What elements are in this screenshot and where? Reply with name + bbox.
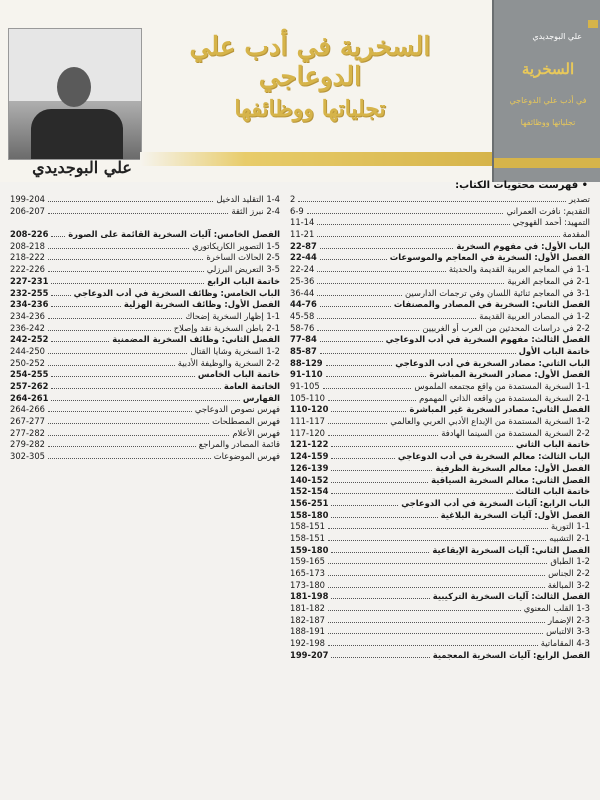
toc-leader-dots xyxy=(48,248,189,249)
toc-leader-dots xyxy=(331,552,429,553)
toc-entry-page: 222-226 xyxy=(10,264,45,275)
toc-entry xyxy=(290,288,590,300)
toc-leader-dots xyxy=(51,400,239,401)
toc-leader-dots xyxy=(331,482,428,483)
toc-entry-title: 1-2 السخرية وشايا القتال xyxy=(190,345,280,356)
toc-entry xyxy=(10,252,280,264)
toc-leader-dots xyxy=(307,213,504,214)
toc-entry-title: 2-1 التشبيه xyxy=(549,532,590,543)
toc-leader-dots xyxy=(48,201,213,202)
toc-entry-page: 165-173 xyxy=(290,568,325,578)
toc-entry xyxy=(10,428,280,440)
toc-entry xyxy=(290,334,590,346)
toc-entry-page: 181-198 xyxy=(290,591,329,602)
toc-entry-title: 2-1 في المعاجم الغربية xyxy=(507,275,590,286)
toc-entry xyxy=(290,568,590,580)
toc-entry xyxy=(290,393,590,405)
toc-entry-title: خاتمة الباب الأول xyxy=(518,345,590,356)
toc-entry xyxy=(290,369,590,381)
toc-entry-page: 85-87 xyxy=(290,345,317,356)
toc-entry-title: فهرس نصوص الدوعاجي xyxy=(194,404,280,415)
toc-entry-page: 124-159 xyxy=(290,451,329,462)
toc-leader-dots xyxy=(51,341,109,342)
toc-entry xyxy=(10,381,280,393)
toc-entry-page: 159-165 xyxy=(290,556,325,567)
toc-entry-page: 158-151 xyxy=(290,521,325,532)
photo-author-body xyxy=(31,109,123,159)
toc-leader-dots xyxy=(48,365,175,366)
toc-entry xyxy=(290,556,590,568)
toc-entry-title: الفهارس xyxy=(242,392,280,403)
cover-author: علي البوجديدي xyxy=(532,32,582,41)
toc-entry-title: فهرس الموضوعات xyxy=(213,451,280,462)
toc-entry xyxy=(10,276,280,288)
toc-leader-dots xyxy=(51,306,120,307)
toc-entry-page: 105-110 xyxy=(290,392,325,403)
toc-entry-page: 244-250 xyxy=(10,345,45,356)
toc-entry xyxy=(10,334,280,346)
cover-publisher-band xyxy=(494,158,600,168)
toc-heading: • فهرست محتويات الكتاب: xyxy=(455,180,588,191)
toc-entry-title: 1-1 التورية xyxy=(551,521,590,532)
toc-entry xyxy=(290,580,590,592)
toc-leader-dots xyxy=(48,259,203,260)
toc-entry-page: 11-14 xyxy=(290,217,315,228)
toc-leader-dots xyxy=(328,423,387,424)
toc-leader-dots xyxy=(298,201,566,202)
toc-entry-page: 111-117 xyxy=(290,416,325,427)
toc-leader-dots xyxy=(51,283,204,284)
toc-leader-dots xyxy=(328,540,546,541)
toc-entry-title: الفصل الأول: وظائف السخرية الهزلية xyxy=(123,299,280,310)
toc-entry xyxy=(290,194,590,206)
toc-entry-page: 126-139 xyxy=(290,462,329,473)
toc-entry xyxy=(290,626,590,638)
toc-entry-page: 45-58 xyxy=(290,310,315,321)
toc-leader-dots xyxy=(48,446,196,447)
cover-subtitle-1: في أدب علي الدوعاجي xyxy=(509,96,587,105)
decorative-strip xyxy=(140,152,492,166)
toc-entry-page: 121-122 xyxy=(290,439,329,450)
cover-title: السخرية xyxy=(521,60,575,78)
toc-entry-title: 1-2 السخرية المستمدة من الإبداع الأدبي العربي والعالمي xyxy=(390,416,590,427)
toc-entry-title: 2-5 الحالات الساخرة xyxy=(206,252,280,263)
toc-entry-page: 206-207 xyxy=(10,205,45,216)
toc-entry xyxy=(290,638,590,650)
toc-entry-page: 156-251 xyxy=(290,497,329,508)
toc-entry-title: الفصل الخامس: آليات السخرية القائمة على الصورة xyxy=(68,229,280,240)
toc-entry xyxy=(290,252,590,264)
toc-leader-dots xyxy=(48,458,211,459)
toc-leader-dots xyxy=(48,213,228,214)
toc-leader-dots xyxy=(51,376,194,377)
toc-entry-page: 11-21 xyxy=(290,229,315,240)
toc-entry-page: 2 xyxy=(290,194,296,204)
toc-entry-page: 257-262 xyxy=(10,381,49,391)
toc-leader-dots xyxy=(317,330,419,331)
toc-entry-page: 182-187 xyxy=(290,614,325,625)
toc-entry-page: 250-252 xyxy=(10,357,45,368)
toc-entry-title: قائمة المصادر والمراجع xyxy=(198,439,280,450)
toc-leader-dots xyxy=(326,376,427,377)
toc-leader-dots xyxy=(48,435,229,436)
toc-entry xyxy=(290,311,590,323)
toc-entry-title: 1-1 في المعاجم العربية القديمة والحديثة xyxy=(448,264,590,275)
toc-entry-title: الفصل الثاني: وظائف السخرية المضمنية xyxy=(112,334,280,345)
toc-entry xyxy=(10,439,280,451)
toc-entry-page: 44-76 xyxy=(290,299,317,310)
toc-leader-dots xyxy=(331,458,394,459)
toc-entry xyxy=(290,521,590,533)
toc-leader-dots xyxy=(331,598,429,599)
toc-entry-page: 277-282 xyxy=(10,427,45,438)
toc-entry xyxy=(10,311,280,323)
toc-entry-title: الباب الخامس: وظائف السخرية في أدب الدوعاجي xyxy=(73,287,280,298)
toc-entry-title: 1-2 في المصادر العربية القديمة xyxy=(479,310,590,321)
toc-entry-title: الخاتمة العامة xyxy=(223,381,280,391)
toc-entry-page: 117-120 xyxy=(290,427,325,438)
toc-entry-title: 3-2 المبالغة xyxy=(547,579,590,590)
toc-leader-dots xyxy=(48,271,204,272)
toc-entry xyxy=(290,428,590,440)
toc-leader-dots xyxy=(48,353,187,354)
toc-entry xyxy=(10,264,280,276)
toc-leader-dots xyxy=(317,271,445,272)
toc-entry-title: التقديم: نافرت العمراني xyxy=(506,205,590,216)
toc-entry-title: 2-2 في دراسات المحدثين من العرب أو الغربيين xyxy=(422,322,590,333)
toc-entry xyxy=(290,381,590,393)
toc-entry-title: 2-2 السخرية والوظيفة الأدبية xyxy=(177,357,280,368)
toc-spacer xyxy=(10,217,280,229)
toc-entry-title: خاتمة الباب الثاني xyxy=(515,439,590,450)
toc-leader-dots xyxy=(331,446,513,447)
toc-leader-dots xyxy=(320,341,383,342)
toc-leader-dots xyxy=(320,259,387,260)
book-subtitle: تجلياتها ووظائفها xyxy=(234,96,386,122)
toc-entry xyxy=(290,323,590,335)
toc-entry-title: 4-3 المقاماتية xyxy=(540,638,590,649)
toc-entry-title: فهرس المصطلحات xyxy=(212,416,280,427)
toc-leader-dots xyxy=(48,411,192,412)
toc-entry xyxy=(10,206,280,218)
toc-leader-dots xyxy=(328,633,543,634)
toc-entry xyxy=(290,591,590,603)
cover-logo xyxy=(588,20,598,28)
toc-entry-title: الفصل الثاني: آليات السخرية الإيقاعية xyxy=(432,544,590,555)
toc-entry-title: 3-5 التعريض البرزلي xyxy=(206,264,280,275)
toc-entry-page: 159-180 xyxy=(290,544,329,555)
toc-entry-title: الباب الأول: في مفهوم السخرية xyxy=(456,240,590,251)
toc-entry-title: 2-3 الإضمار xyxy=(547,614,590,625)
toc-entry-page: 236-242 xyxy=(10,322,45,333)
photo-author-head xyxy=(57,67,91,107)
toc-entry-page: 22-24 xyxy=(290,264,315,275)
toc-entry-title: الفصل الثاني: معالم السخرية السياقية xyxy=(431,474,590,485)
toc-entry-title: 2-4 نبرز الثقة xyxy=(231,205,280,216)
toc-leader-dots xyxy=(328,575,545,576)
toc-left-column xyxy=(10,194,280,463)
toc-entry-title: الفصل الأول: معالم السخرية الظرفية xyxy=(435,462,590,473)
toc-entry-page: 254-255 xyxy=(10,369,49,380)
toc-entry xyxy=(290,650,590,662)
toc-leader-dots xyxy=(328,587,545,588)
toc-entry-page: 140-152 xyxy=(290,474,329,485)
toc-entry xyxy=(290,451,590,463)
toc-leader-dots xyxy=(331,470,432,471)
toc-leader-dots xyxy=(317,236,559,237)
toc-leader-dots xyxy=(331,505,398,506)
toc-entry xyxy=(10,393,280,405)
toc-entry xyxy=(10,416,280,428)
toc-entry-title: الفصل الرابع: آليات السخرية المعجمية xyxy=(432,649,590,660)
toc-entry-page: 58-76 xyxy=(290,322,315,333)
toc-leader-dots xyxy=(48,318,182,319)
toc-entry-title: 1-2 الطباق xyxy=(550,556,590,567)
toc-entry-page: 88-129 xyxy=(290,357,323,368)
toc-entry-page: 199-204 xyxy=(10,194,45,204)
toc-entry xyxy=(290,533,590,545)
toc-entry-page: 181-182 xyxy=(290,603,325,614)
toc-entry-title: 1-4 التقليد الدخيل xyxy=(216,194,280,204)
toc-entry-page: 264-261 xyxy=(10,392,49,403)
toc-entry-page: 234-236 xyxy=(10,310,45,321)
cover-subtitle-2: تجلياتها ووظائفها xyxy=(520,118,576,127)
toc-entry-title: المقدمة xyxy=(562,229,590,240)
toc-entry xyxy=(10,451,280,463)
toc-entry xyxy=(10,323,280,335)
toc-entry-title: 1-3 القلب المعنوي xyxy=(523,603,590,614)
toc-leader-dots xyxy=(320,248,454,249)
toc-entry-page: 152-154 xyxy=(290,486,329,497)
toc-entry-page: 208-226 xyxy=(10,229,49,240)
toc-entry-page: 158-180 xyxy=(290,509,329,520)
toc-leader-dots xyxy=(328,528,548,529)
toc-entry xyxy=(10,299,280,311)
toc-entry-title: خاتمة الباب الرابع xyxy=(207,275,280,286)
toc-entry-title: الفصل الثاني: مصادر السخرية غير المباشرة xyxy=(409,404,590,415)
toc-leader-dots xyxy=(48,330,171,331)
toc-entry-page: 192-198 xyxy=(290,638,325,649)
toc-entry xyxy=(10,404,280,416)
toc-entry-page: 91-105 xyxy=(290,381,320,391)
toc-entry xyxy=(10,194,280,206)
toc-entry-title: الباب الثالث: معالم السخرية في أدب الدوعاجي xyxy=(397,451,590,462)
toc-leader-dots xyxy=(320,306,391,307)
toc-entry xyxy=(290,217,590,229)
toc-entry xyxy=(10,241,280,253)
toc-entry-page: 6-9 xyxy=(290,205,304,216)
toc-entry-page: 242-252 xyxy=(10,334,49,345)
toc-entry xyxy=(290,510,590,522)
toc-entry-page: 264-266 xyxy=(10,404,45,415)
toc-entry xyxy=(10,369,280,381)
page-header xyxy=(0,0,600,182)
toc-entry-page: 25-36 xyxy=(290,275,315,286)
toc-leader-dots xyxy=(51,295,70,296)
toc-entry xyxy=(290,358,590,370)
toc-entry-title: 3-3 الالتباس xyxy=(546,626,590,637)
toc-entry xyxy=(290,498,590,510)
toc-leader-dots xyxy=(328,400,416,401)
toc-entry-page: 22-44 xyxy=(290,252,317,263)
toc-leader-dots xyxy=(328,622,545,623)
toc-entry-page: 36-44 xyxy=(290,287,315,298)
toc-entry-page: 279-282 xyxy=(10,439,45,450)
toc-entry-title: 2-2 السخرية المستمدة من السينما الهادفة xyxy=(441,427,590,438)
toc-entry-title: فهرس الأعلام xyxy=(232,427,280,438)
toc-entry-page: 232-255 xyxy=(10,287,49,298)
author-name: علي البوجديدي xyxy=(32,158,132,177)
toc-entry xyxy=(290,486,590,498)
toc-leader-dots xyxy=(317,224,509,225)
toc-leader-dots xyxy=(51,236,65,237)
toc-entry-page: 173-180 xyxy=(290,579,325,590)
toc-entry xyxy=(290,404,590,416)
toc-entry-title: 3-1 في المعاجم ثنائية اللسان وفي ترجمات الدارسين xyxy=(405,287,590,298)
toc-entry-page: 158-151 xyxy=(290,532,325,543)
toc-entry-page: 199-207 xyxy=(290,649,329,660)
toc-entry-title: تصدير xyxy=(569,194,590,204)
toc-entry-page: 22-87 xyxy=(290,240,317,251)
toc-entry xyxy=(290,299,590,311)
toc-entry-title: 1-1 السخرية المستمدة من واقع مجتمعه الملموس xyxy=(414,381,590,391)
toc-leader-dots xyxy=(317,318,476,319)
toc-entry-page: 234-236 xyxy=(10,299,49,310)
toc-entry-page: 110-120 xyxy=(290,404,329,415)
toc-entry-title: الفصل الأول: السخرية في المعاجم والموسوعات xyxy=(389,252,590,263)
toc-entry xyxy=(290,475,590,487)
toc-entry-title: 2-2 الجناس xyxy=(548,568,590,578)
toc-entry-title: 1-1 إظهار السخرية إضحاك xyxy=(185,310,280,321)
toc-entry-page: 218-222 xyxy=(10,252,45,263)
toc-entry xyxy=(290,241,590,253)
toc-entry-page: 77-84 xyxy=(290,334,317,345)
toc-leader-dots xyxy=(331,411,406,412)
toc-entry xyxy=(290,439,590,451)
toc-leader-dots xyxy=(331,493,512,494)
toc-entry-title: الباب الرابع: آليات السخرية في أدب الدوعاجي xyxy=(401,497,590,508)
toc-entry-title: الفصل الثالث: آليات السخرية التركيبية xyxy=(432,591,590,602)
toc-leader-dots xyxy=(328,645,538,646)
toc-leader-dots xyxy=(48,423,209,424)
toc-entry-title: الباب الثاني: مصادر السخرية في أدب الدوعاجي xyxy=(395,357,590,368)
toc-entry xyxy=(10,229,280,241)
toc-entry xyxy=(290,545,590,557)
toc-entry-page: 267-277 xyxy=(10,416,45,427)
toc-entry-page: 188-191 xyxy=(290,626,325,637)
toc-leader-dots xyxy=(326,365,393,366)
toc-entry-title: 1-5 التصوير الكاريكاتوري xyxy=(192,240,280,251)
toc-entry xyxy=(10,346,280,358)
author-photo xyxy=(8,28,142,160)
toc-right-column xyxy=(290,194,590,662)
toc-entry xyxy=(290,416,590,428)
toc-entry xyxy=(290,276,590,288)
toc-entry-title: 2-1 باطن السخرية نقد وإصلاح xyxy=(173,322,280,333)
toc-entry xyxy=(10,358,280,370)
toc-entry-page: 91-110 xyxy=(290,369,323,380)
toc-leader-dots xyxy=(323,388,412,389)
toc-entry-title: 2-1 السخرية المستمدة من واقعه الذاتي المهموم xyxy=(419,392,590,403)
toc-entry xyxy=(290,346,590,358)
toc-entry-title: الفصل الأول: آليات السخرية البلاغية xyxy=(440,509,590,520)
toc-entry xyxy=(290,463,590,475)
toc-leader-dots xyxy=(320,353,516,354)
book-cover xyxy=(492,0,600,182)
toc-entry-page: 208-218 xyxy=(10,240,45,251)
toc-entry-title: خاتمة الباب الخامس xyxy=(197,369,280,380)
toc-entry xyxy=(290,615,590,627)
toc-entry xyxy=(290,264,590,276)
toc-entry-title: الفصل الأول: مصادر السخرية المباشرة xyxy=(429,369,590,380)
toc-leader-dots xyxy=(328,435,438,436)
toc-leader-dots xyxy=(51,388,220,389)
toc-leader-dots xyxy=(331,517,437,518)
toc-entry xyxy=(290,206,590,218)
toc-entry-title: التمهيد: أحمد القهوجي xyxy=(512,217,590,228)
toc-leader-dots xyxy=(328,610,521,611)
toc-entry xyxy=(290,603,590,615)
toc-entry xyxy=(290,229,590,241)
toc-leader-dots xyxy=(331,657,429,658)
toc-entry xyxy=(10,288,280,300)
toc-entry-title: الفصل الثاني: السخرية في المصادر والمصنفات xyxy=(393,299,590,310)
toc-leader-dots xyxy=(328,563,547,564)
toc-entry-page: 227-231 xyxy=(10,275,49,286)
toc-entry-page: 302-305 xyxy=(10,451,45,462)
toc-entry-title: الفصل الثالث: مفهوم السخرية في أدب الدوعاجي xyxy=(385,334,590,345)
book-title: السخرية في أدب علي الدوعاجي xyxy=(189,32,431,92)
toc-leader-dots xyxy=(317,283,504,284)
toc-leader-dots xyxy=(317,295,402,296)
toc-entry-title: خاتمة الباب الثالث xyxy=(515,486,590,497)
